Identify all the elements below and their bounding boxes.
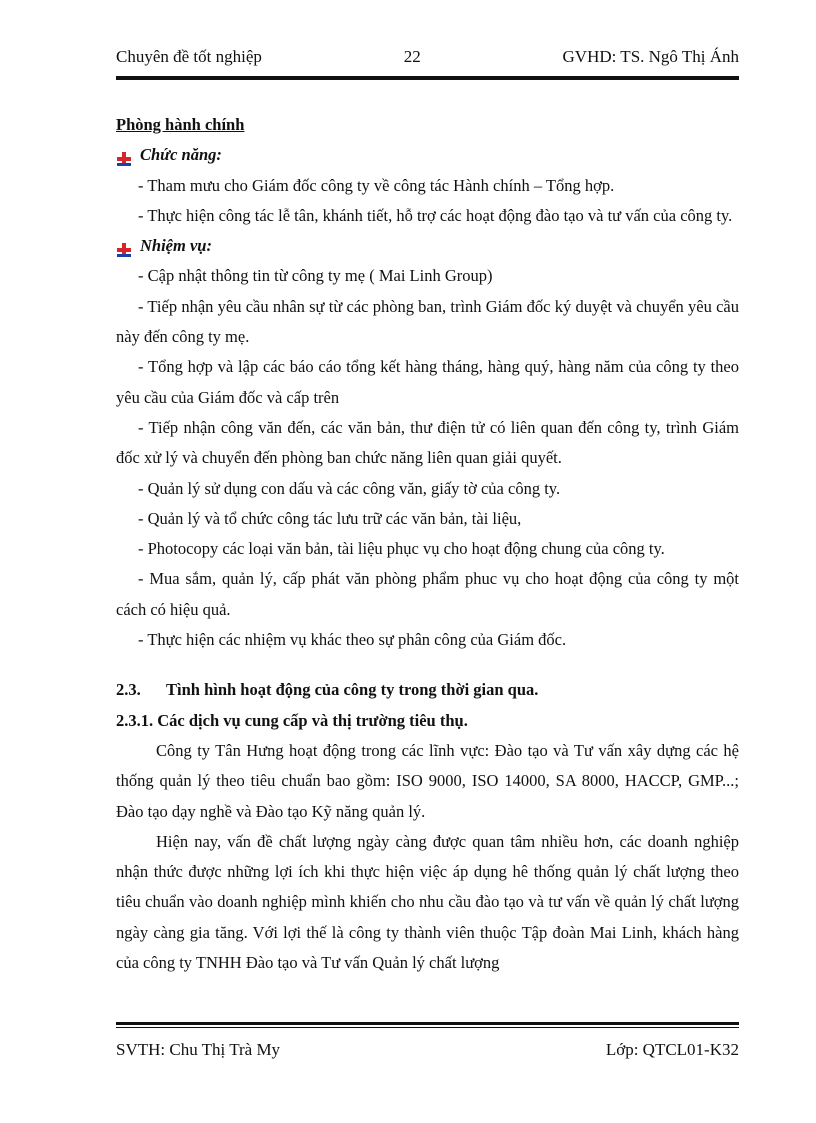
nhiem-vu-label: Nhiệm vụ: bbox=[140, 236, 212, 256]
list-item: - Mua sắm, quản lý, cấp phát văn phòng phẩm phuc vụ cho hoạt động của công ty một cách có hiệu quả. bbox=[116, 569, 739, 619]
list-item: - Thực hiện công tác lễ tân, khánh tiết, hỗ trợ các hoạt động đào tạo và tư vấn của công ty. bbox=[138, 205, 733, 225]
bullet-plus-icon bbox=[116, 147, 132, 163]
section-2-3-heading bbox=[116, 675, 739, 705]
header-advisor: GVHD: TS. Ngô Thị Ánh bbox=[562, 47, 739, 66]
page-footer bbox=[116, 1022, 739, 1060]
chuc-nang-label: Chức năng: bbox=[140, 145, 222, 165]
list-item: - Tham mưu cho Giám đốc công ty về công tác Hành chính – Tổng hợp. bbox=[138, 175, 615, 195]
footer-student: SVTH: Chu Thị Trà My bbox=[116, 1040, 281, 1059]
page-header bbox=[116, 44, 739, 84]
nhiem-vu-heading bbox=[116, 231, 739, 261]
list-item: - Tổng hợp và lập các báo cáo tổng kết hàng tháng, hàng quý, hàng năm của công ty theo yêu cầu của Giám đốc và cấp trên bbox=[116, 357, 739, 407]
list-item: - Tiếp nhận yêu cầu nhân sự từ các phòng ban, trình Giám đốc ký duyệt và chuyển yêu cầu này đến công ty mẹ. bbox=[116, 296, 739, 347]
list-item: - Thực hiện các nhiệm vụ khác theo sự phân công của Giám đốc. bbox=[138, 630, 567, 650]
chuc-nang-heading bbox=[116, 140, 739, 170]
section-2-3-1-heading: 2.3.1. Các dịch vụ cung cấp và thị trường tiêu thụ. bbox=[116, 710, 468, 730]
list-item: - Cập nhật thông tin từ công ty mẹ ( Mai Linh Group) bbox=[138, 266, 493, 286]
bullet-plus-icon bbox=[116, 238, 132, 254]
page-content bbox=[116, 110, 739, 978]
section-2-3-title: Tình hình hoạt động của công ty trong thời gian qua. bbox=[166, 680, 539, 700]
list-item: - Quản lý sử dụng con dấu và các công văn, giấy tờ của công ty. bbox=[138, 478, 561, 498]
section-2-3-number: 2.3. bbox=[116, 680, 141, 700]
list-item: - Photocopy các loại văn bản, tài liệu phục vụ cho hoạt động chung của công ty. bbox=[138, 539, 665, 559]
list-item: - Tiếp nhận công văn đến, các văn bản, thư điện tử có liên quan đến công ty, trình Giám đốc xử lý và chuyển đến phòng ban chức năng liên quan giải quyết. bbox=[116, 417, 739, 468]
footer-rule bbox=[116, 1022, 739, 1028]
section-title: Phòng hành chính bbox=[116, 115, 245, 134]
paragraph: Hiện nay, vấn đề chất lượng ngày càng được quan tâm nhiều hơn, các doanh nghiệp nhận thức được những lợi ích khi thực hiện việc áp dụng hê thống quản lý chất lượng theo tiêu chuẩn vào doanh nghiệp mình khiến cho nhu cầu đào tạo và tư vấn về quản lý chất lượng ngày càng gia tăng. Với lợi thế là công ty thành viên thuộc Tập đoàn Mai Linh, khách hàng của công ty TNHH Đào tạo và Tư vấn Quản lý chất lượng bbox=[116, 831, 739, 973]
header-page-number: 22 bbox=[403, 47, 421, 66]
header-course: Chuyên đề tốt nghiệp bbox=[116, 47, 262, 66]
header-rule bbox=[116, 74, 739, 80]
paragraph: Công ty Tân Hưng hoạt động trong các lĩnh vực: Đào tạo và Tư vấn xây dựng các hệ thống quản lý theo tiêu chuẩn bao gồm: ISO 9000, ISO 14000, SA 8000, HACCP, GMP...; Đào tạo dạy nghề và Đào tạo Kỹ năng quản lý. bbox=[116, 740, 739, 821]
list-item: - Quản lý và tổ chức công tác lưu trữ các văn bản, tài liệu, bbox=[138, 508, 522, 528]
footer-class: Lớp: QTCL01-K32 bbox=[605, 1040, 739, 1059]
